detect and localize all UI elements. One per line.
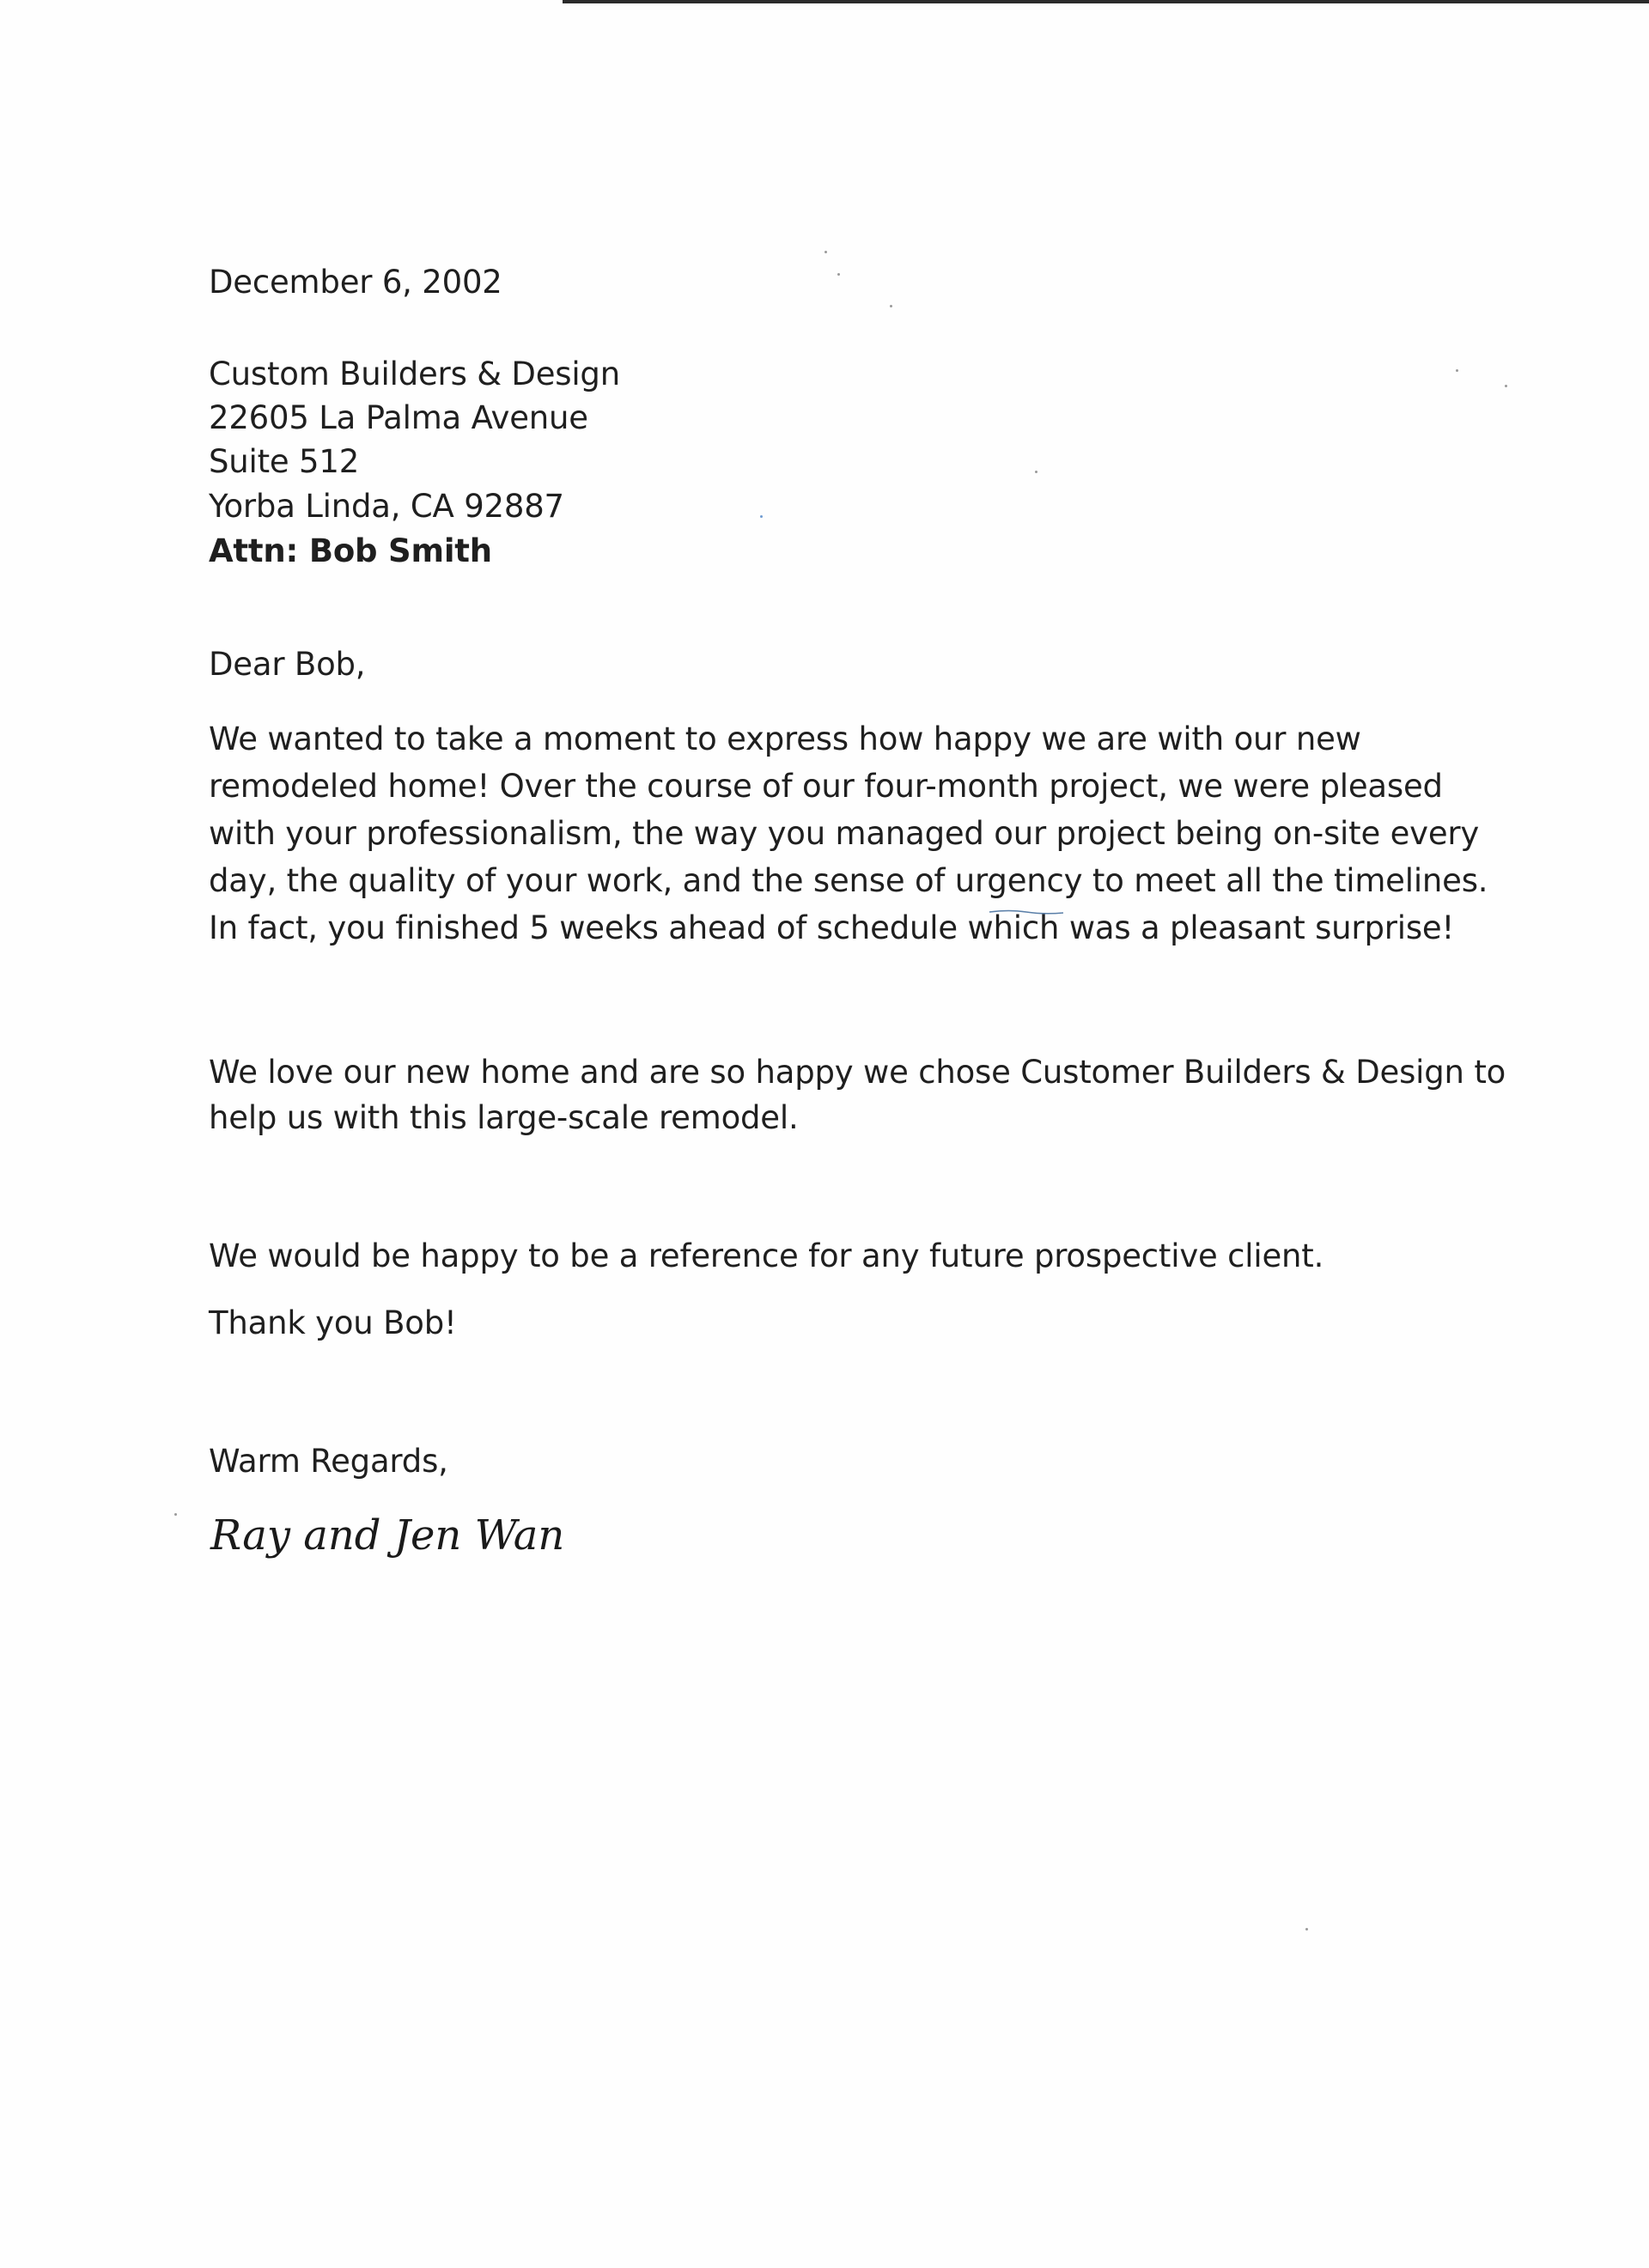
scan-top-edge bbox=[563, 0, 1649, 3]
scan-speck bbox=[1305, 1928, 1308, 1931]
paragraph1-line: remodeled home! Over the course of our four-month project, we were pleased bbox=[209, 768, 1443, 805]
thanks-line: Thank you Bob! bbox=[209, 1304, 457, 1341]
paragraph1-line: In fact, you finished 5 weeks ahead of schedule which was a pleasant surprise! bbox=[209, 909, 1455, 946]
signature: Ray and Jen Wan bbox=[210, 1511, 565, 1560]
recipient-street: 22605 La Palma Avenue bbox=[209, 399, 588, 436]
scan-speck bbox=[1456, 369, 1458, 372]
scan-speck bbox=[174, 1513, 177, 1516]
salutation: Dear Bob, bbox=[209, 646, 366, 683]
recipient-attention: Attn: Bob Smith bbox=[209, 532, 492, 569]
recipient-company: Custom Builders & Design bbox=[209, 356, 620, 392]
paragraph1-line: day, the quality of your work, and the sense of urgency to meet all the timelines. bbox=[209, 862, 1488, 899]
paragraph1-line: with your professionalism, the way you managed our project being on-site every bbox=[209, 815, 1480, 852]
pen-squiggle-mark bbox=[988, 909, 1065, 915]
recipient-suite: Suite 512 bbox=[209, 443, 360, 480]
scan-speck bbox=[837, 273, 840, 276]
recipient-city-state-zip: Yorba Linda, CA 92887 bbox=[209, 488, 564, 525]
scan-speck bbox=[890, 305, 892, 307]
paragraph2-line: help us with this large-scale remodel. bbox=[209, 1099, 799, 1136]
paragraph2-line: We love our new home and are so happy we chose Customer Builders & Design to bbox=[209, 1054, 1506, 1091]
scan-speck bbox=[1035, 471, 1037, 473]
paragraph3: We would be happy to be a reference for any future prospective client. bbox=[209, 1237, 1324, 1274]
closing: Warm Regards, bbox=[209, 1443, 448, 1480]
paragraph1-line: We wanted to take a moment to express how happy we are with our new bbox=[209, 721, 1361, 757]
letter-date: December 6, 2002 bbox=[209, 264, 502, 301]
scan-speck bbox=[1505, 385, 1507, 387]
scan-speck bbox=[760, 515, 763, 518]
scan-speck bbox=[824, 251, 827, 253]
